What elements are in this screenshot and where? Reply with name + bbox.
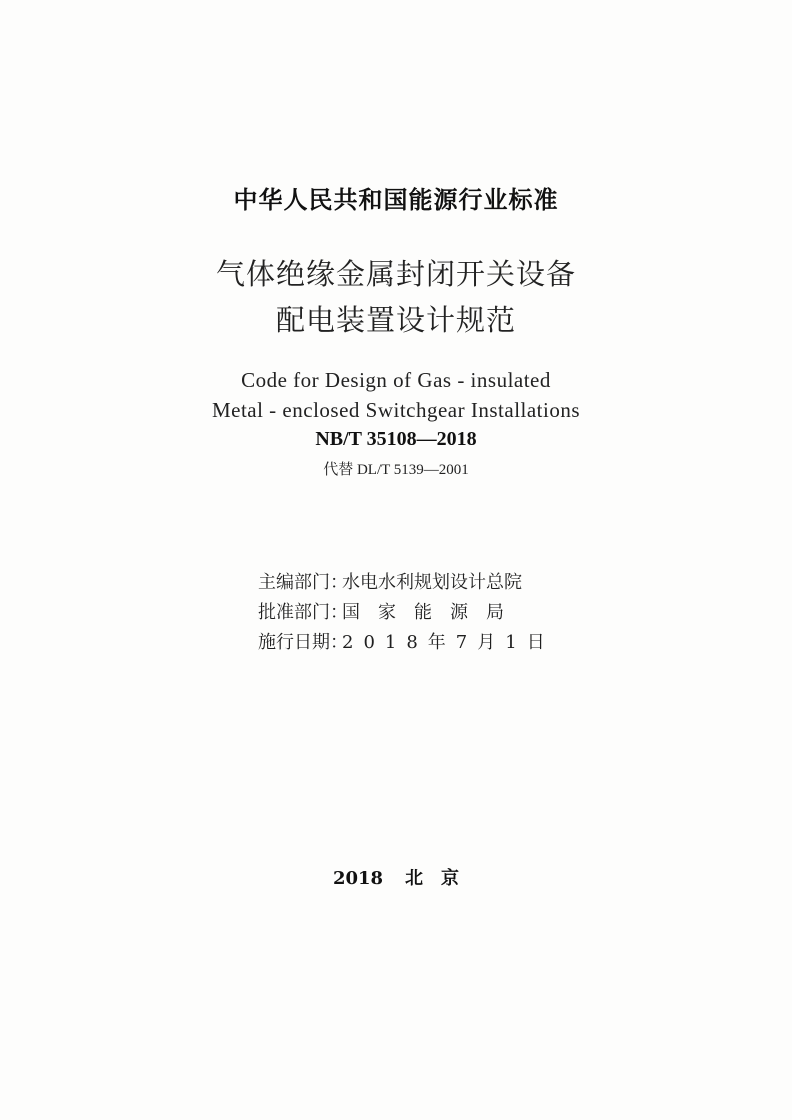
title-chinese-line-1: 气体绝缘金属封闭开关设备 [215, 257, 576, 291]
standard-number: NB/T 35108—2018 [315, 428, 477, 450]
publication-footer [0, 864, 792, 890]
title-english-line-1: Code for Design of Gas - insulated [241, 368, 551, 392]
editor-row [258, 568, 555, 598]
effective-date-row [258, 628, 555, 658]
publication-metadata [258, 568, 555, 658]
issuing-authority: 中华人民共和国能源行业标准 [233, 186, 559, 214]
replaced-standard: 代替 DL/T 5139—2001 [323, 462, 469, 478]
title-chinese-line-2: 配电装置设计规范 [275, 303, 516, 337]
approver-label: 批准部门： [258, 602, 348, 623]
publication-year: 2018 [332, 868, 384, 889]
effective-date-value: 2018年7月1日 [342, 632, 555, 653]
effective-date-label: 施行日期： [258, 632, 348, 653]
editor-label: 主编部门： [258, 572, 348, 593]
publication-city: 北京 [405, 868, 478, 889]
editor-value: 水电水利规划设计总院 [342, 572, 522, 593]
approver-value: 国家能源局 [342, 602, 522, 623]
title-english-line-2: Metal - enclosed Switchgear Installations [211, 398, 581, 422]
approver-row [258, 598, 555, 628]
